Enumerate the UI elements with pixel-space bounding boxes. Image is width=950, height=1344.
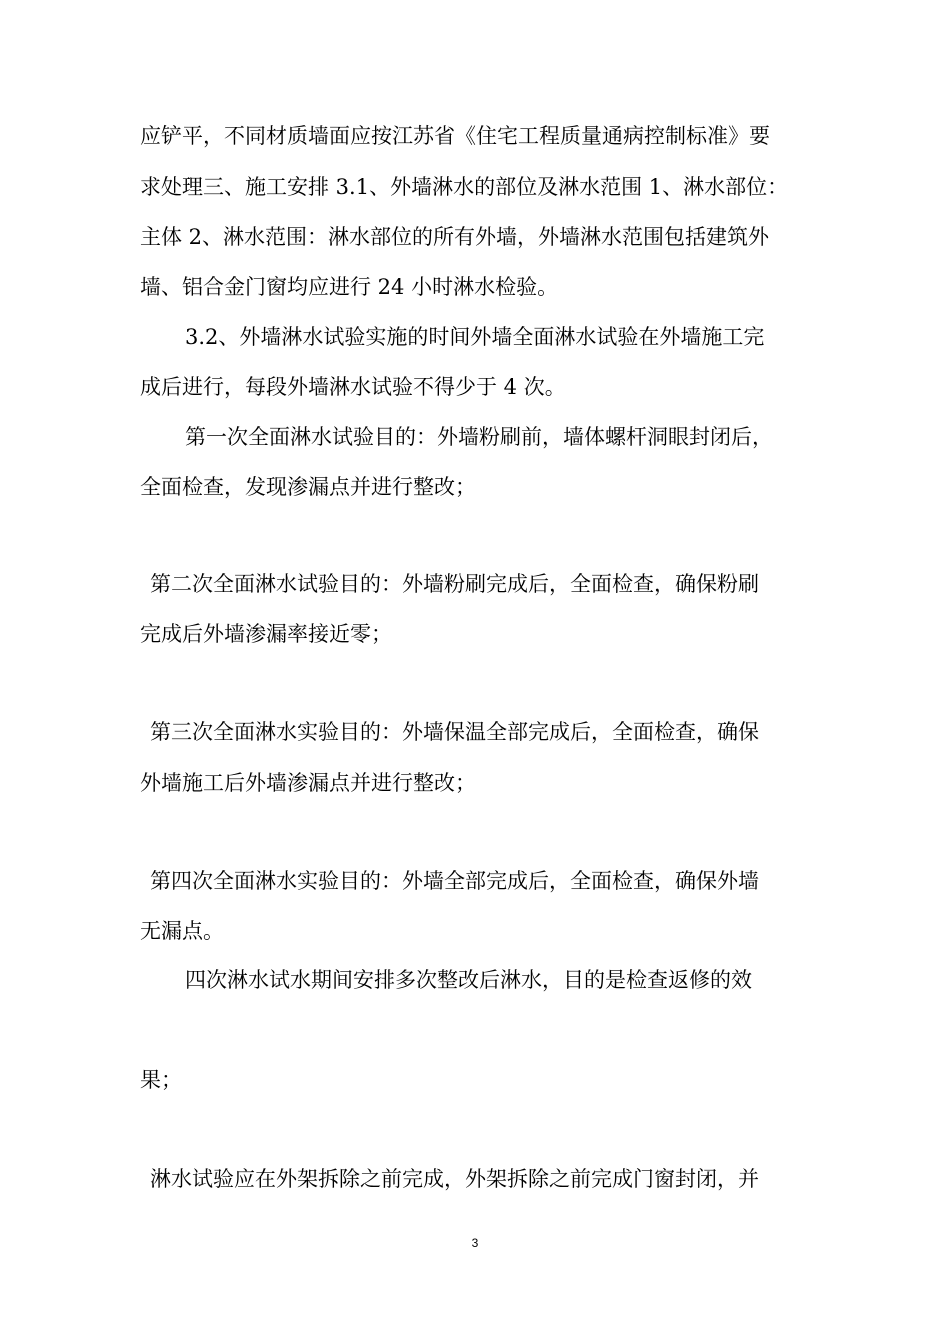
- text-line: 完成后外墙渗漏率接近零；: [140, 622, 392, 646]
- text-line: 外墙施工后外墙渗漏点并进行整改；: [140, 771, 476, 795]
- text-line: 第二次全面淋水试验目的：外墙粉刷完成后，全面检查，确保粉刷: [150, 572, 759, 596]
- text-line: 第一次全面淋水试验目的：外墙粉刷前，墙体螺杆洞眼封闭后，: [185, 425, 773, 449]
- text-line: 墙、铝合金门窗均应进行 24 小时淋水检验。: [140, 275, 559, 299]
- text-line: 淋水试验应在外架拆除之前完成，外架拆除之前完成门窗封闭，并: [150, 1167, 759, 1191]
- text-line: 四次淋水试水期间安排多次整改后淋水，目的是检查返修的效: [185, 968, 752, 992]
- text-line: 第四次全面淋水实验目的：外墙全部完成后，全面检查，确保外墙: [150, 869, 759, 893]
- text-line: 主体 2、淋水范围：淋水部位的所有外墙，外墙淋水范围包括建筑外: [140, 225, 770, 249]
- text-line: 应铲平，不同材质墙面应按江苏省《住宅工程质量通病控制标准》要: [140, 124, 770, 148]
- text-line: 3.2、外墙淋水试验实施的时间外墙全面淋水试验在外墙施工完: [185, 325, 765, 349]
- text-line: 成后进行，每段外墙淋水试验不得少于 4 次。: [140, 375, 566, 399]
- text-line: 无漏点。: [140, 919, 224, 943]
- text-line: 果；: [140, 1068, 182, 1092]
- text-line: 第三次全面淋水实验目的：外墙保温全部完成后，全面检查，确保: [150, 720, 759, 744]
- text-line: 全面检查，发现渗漏点并进行整改；: [140, 475, 476, 499]
- page-number: 3: [471, 1236, 479, 1250]
- text-line: 求处理三、施工安排 3.1、外墙淋水的部位及淋水范围 1、淋水部位：: [140, 175, 789, 199]
